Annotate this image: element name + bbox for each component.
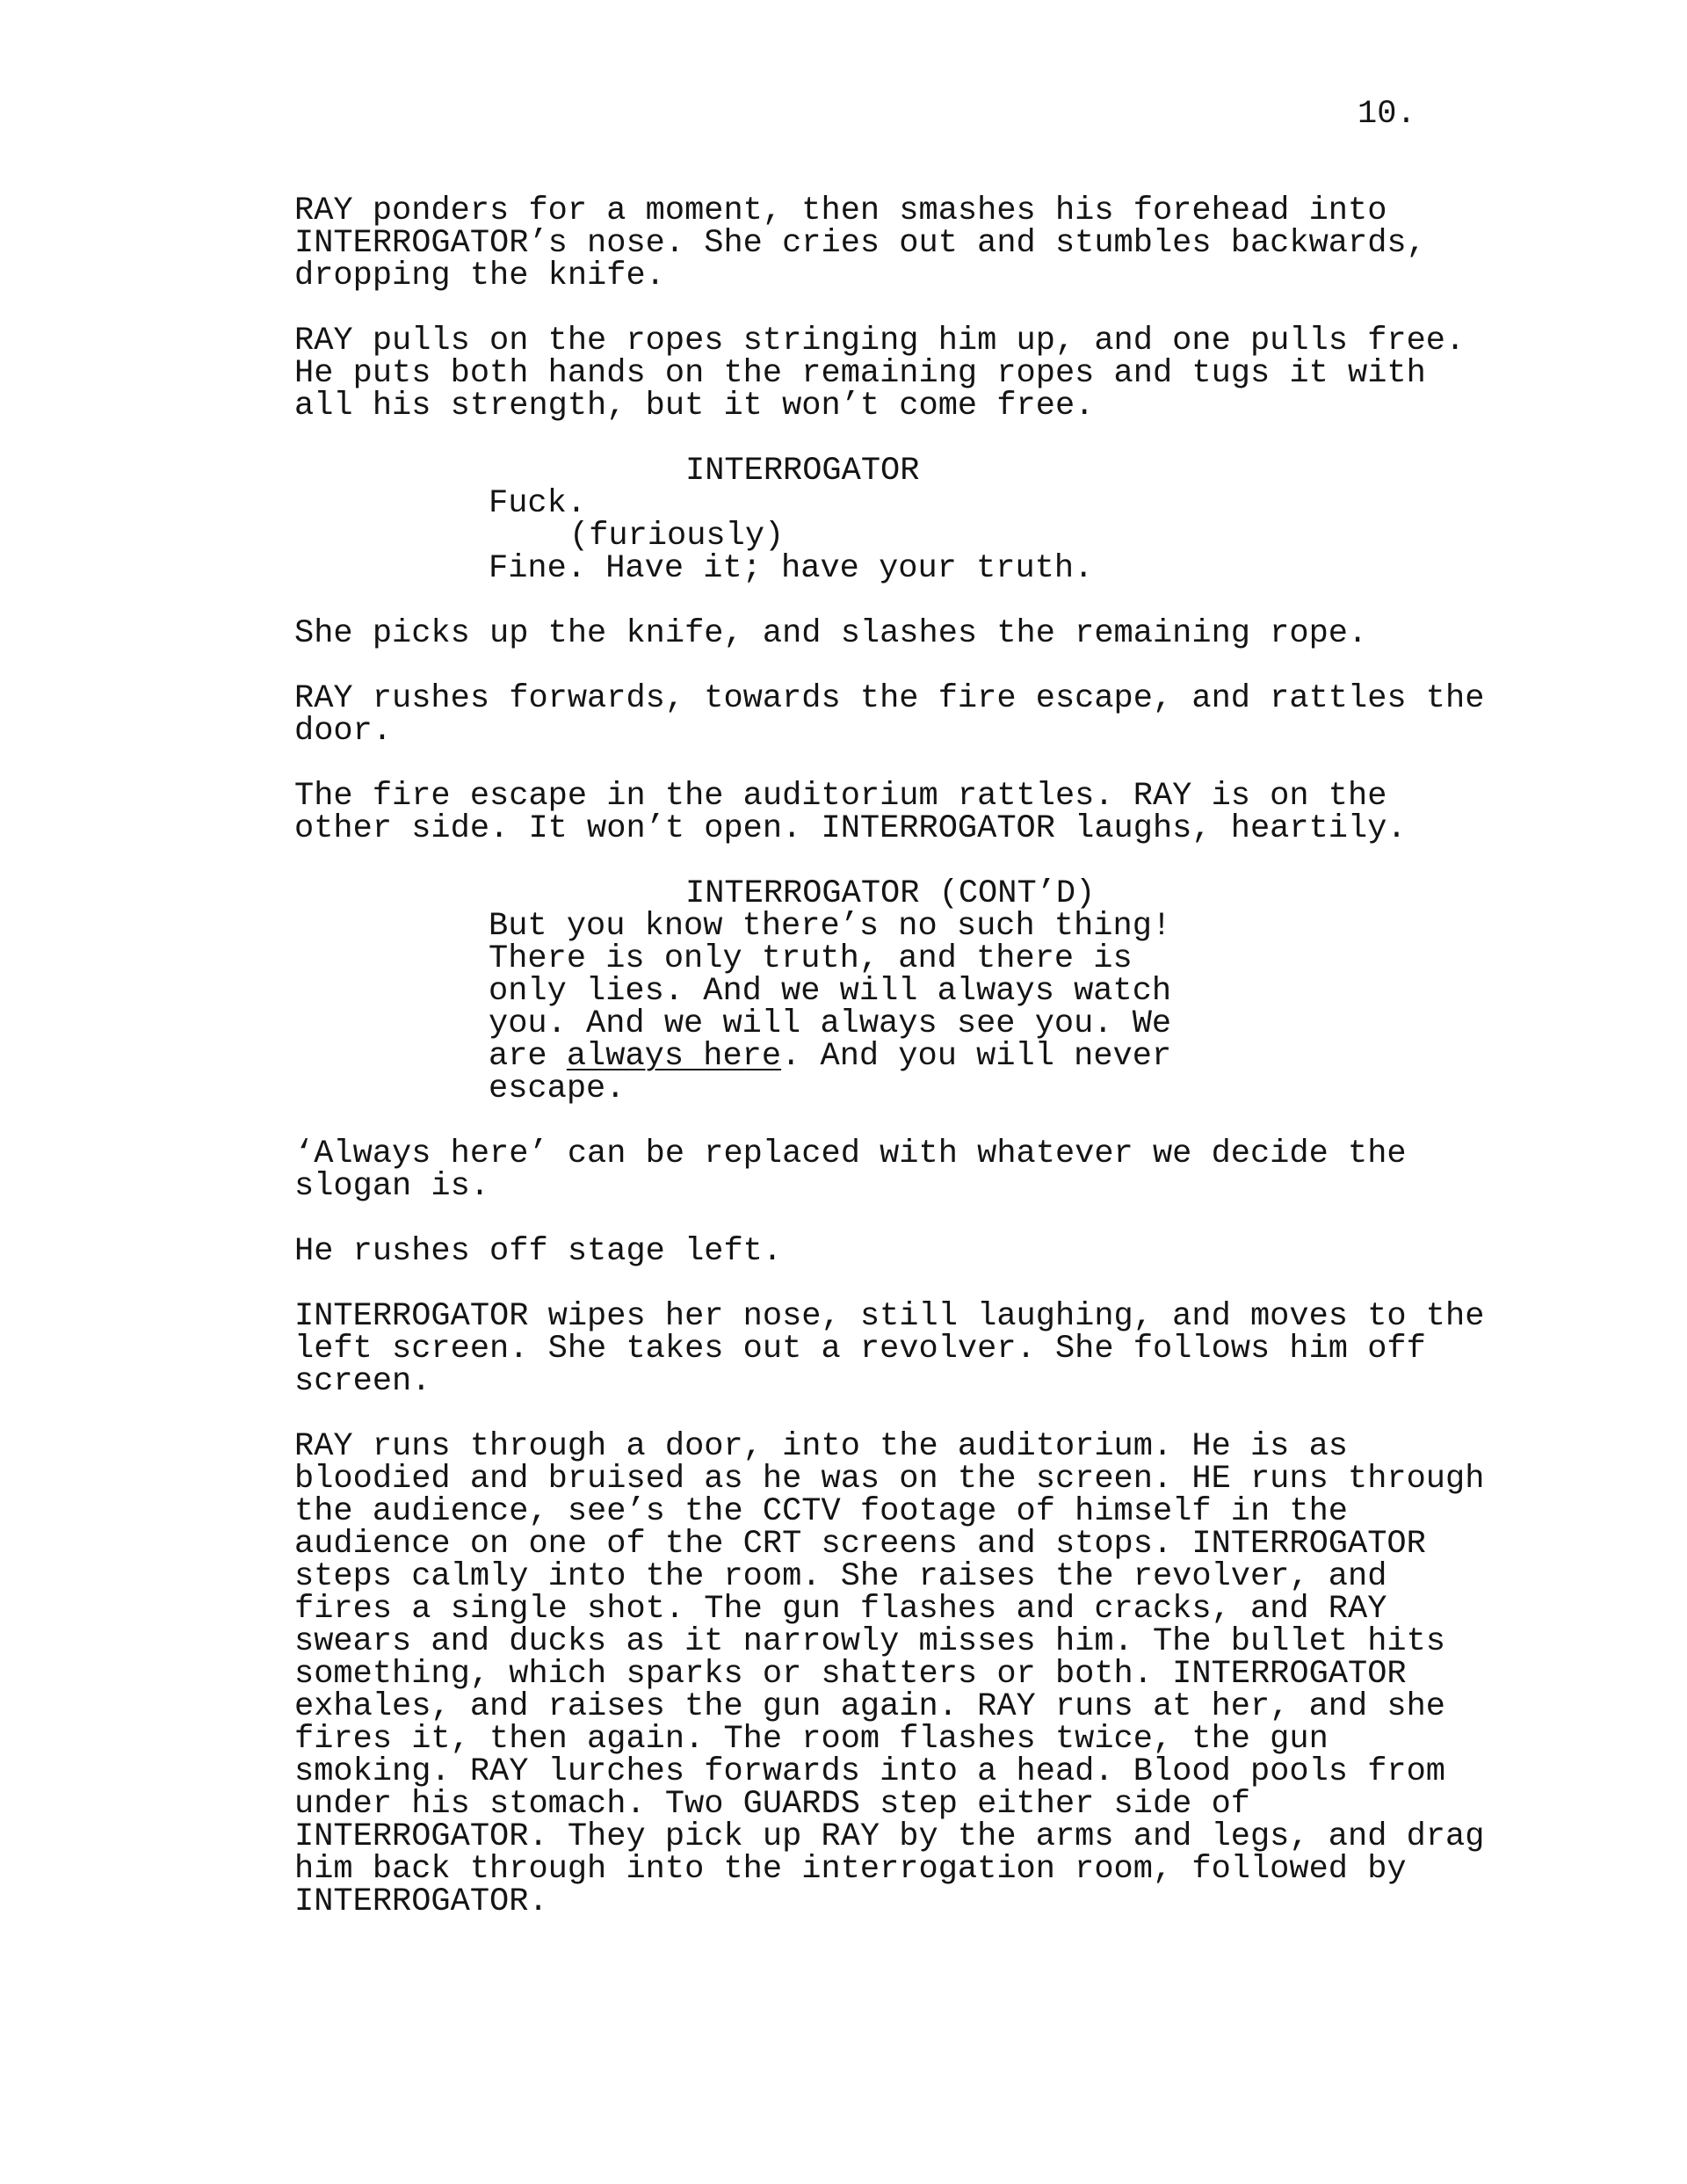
action-paragraph-4: RAY rushes forwards, towards the fire escape, and rattles the door. <box>294 680 1485 750</box>
underlined-slogan: always here <box>566 1038 782 1075</box>
action-paragraph-8: INTERROGATOR wipes her nose, still laughing, and moves to the left screen. She takes out a revolver. She follows him off screen. <box>294 1298 1485 1400</box>
action-paragraph-6: ‘Always here’ can be replaced with whatever we decide the slogan is. <box>294 1136 1407 1205</box>
dialogue-line-1: Fuck. <box>489 485 587 522</box>
character-cue-1: INTERROGATOR <box>685 453 920 490</box>
dialogue-last-line: escape. <box>489 1070 626 1107</box>
character-cue-2: INTERROGATOR (CONT’D) <box>685 875 1096 912</box>
dialogue-lines: But you know there’s no such thing! There is only truth, and there is only lies. And we will always watch you. And we will always see you. We <box>489 908 1172 1042</box>
parenthetical-1: (furiously) <box>569 518 785 555</box>
dialogue-block-2 <box>489 908 1172 1107</box>
dialogue-post-underline: . And you will never <box>781 1038 1172 1075</box>
page-number: 10. <box>1358 96 1416 133</box>
action-paragraph-2: RAY pulls on the ropes stringing him up, and one pulls free. He puts both hands on the remaining ropes and tugs it with all his strength, but it won’t come free. <box>294 323 1466 424</box>
dialogue-line-2: Fine. Have it; have your truth. <box>489 550 1094 587</box>
action-paragraph-9: RAY runs through a door, into the auditorium. He is as bloodied and bruised as he was on the screen. HE runs through the audience, see’s the CCTV footage of himself in the audience on one of the CRT screens and stops. INTERROGATOR steps calmly into the room. She raises the revolver, and fires a single shot. The gun flashes and cracks, and RAY swears and ducks as it narrowly misses him. The bullet hits something, which sparks or shatters or both. INTERROGATOR exhales, and raises the gun again. RAY runs at her, and she fires it, then again. The room flashes twice, the gun smoking. RAY lurches forwards into a head. Blood pools from under his stomach. Two GUARDS step either side of INTERROGATOR. They pick up RAY by the arms and legs, and drag him back through into the interrogation room, followed by INTERROGATOR. <box>294 1428 1485 1920</box>
action-paragraph-1: RAY ponders for a moment, then smashes his forehead into INTERROGATOR’s nose. She cries out and stumbles backwards, dropping the knife. <box>294 192 1426 294</box>
dialogue-pre-underline: are <box>489 1038 567 1075</box>
action-paragraph-7: He rushes off stage left. <box>294 1233 783 1270</box>
action-paragraph-3: She picks up the knife, and slashes the remaining rope. <box>294 615 1368 652</box>
action-paragraph-5: The fire escape in the auditorium rattles. RAY is on the other side. It won’t open. INTERROGATOR laughs, heartily. <box>294 778 1407 847</box>
